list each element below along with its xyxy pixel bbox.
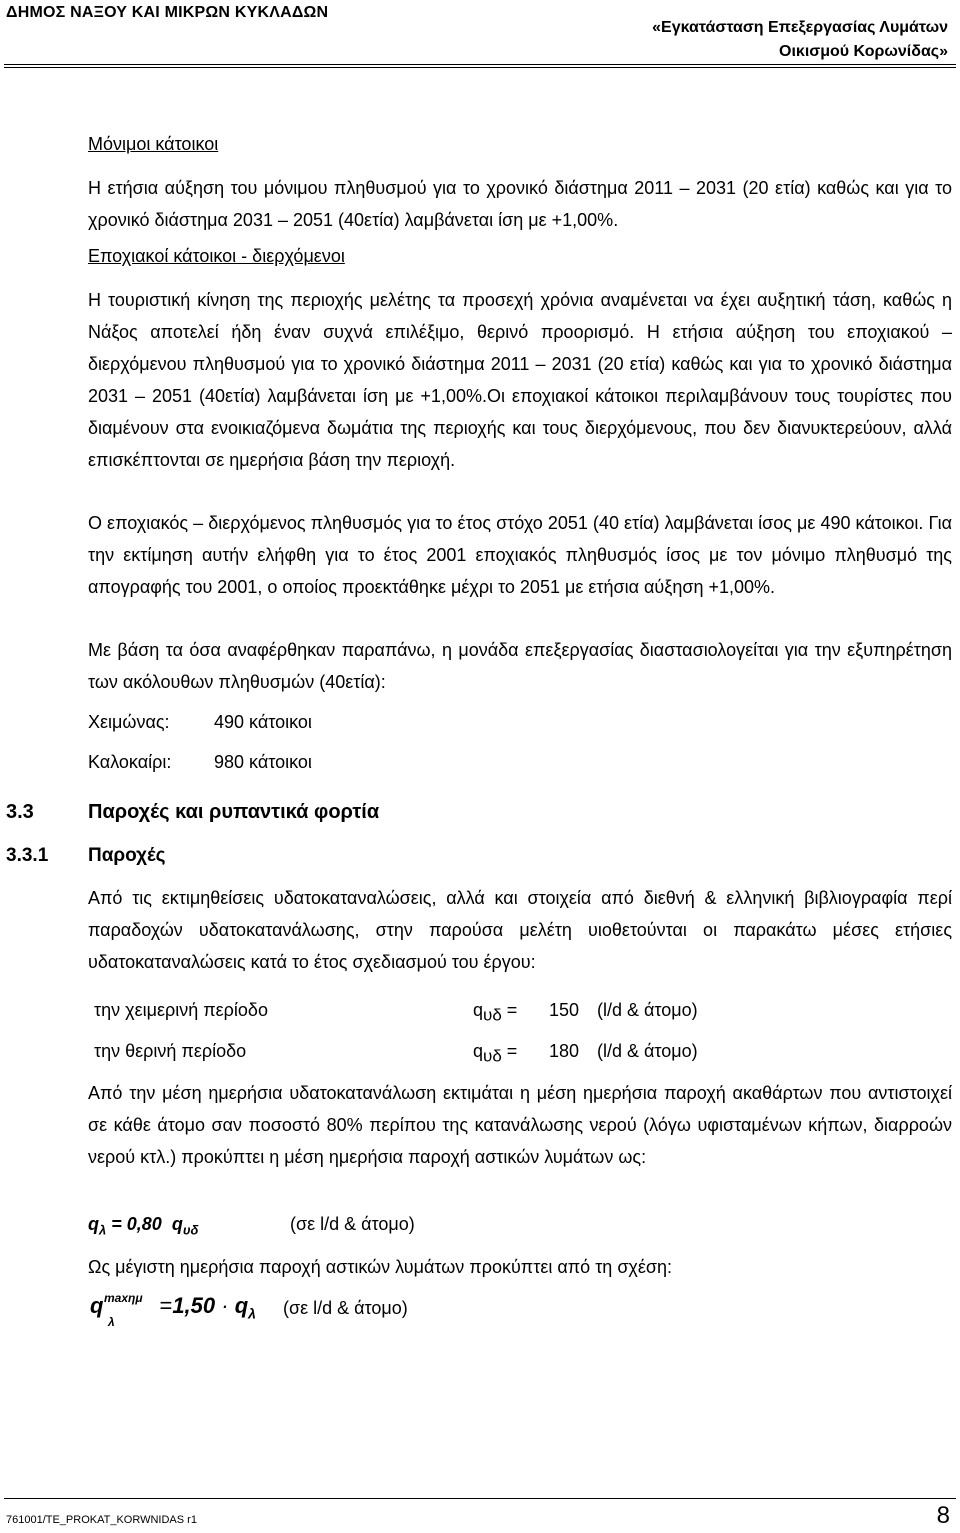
paragraph-max-flow: Ως μέγιστη ημερήσια παροχή αστικών λυμάτων προκύπτει από τη σχέση: — [88, 1257, 673, 1277]
footer-doc-code: 761001/TE_PROKAT_KORWNIDAS r1 — [6, 1514, 197, 1526]
consumption-summer-unit: (l/d & άτομο) — [597, 1041, 698, 1061]
formula-max-flow-unit: (σε l/d & άτομο) — [283, 1298, 408, 1318]
footer-divider — [4, 1498, 956, 1499]
paragraph-wastewater-flow: Από την μέση ημερήσια υδατοκατανάλωση εκτιμάται η μέση ημερήσια παροχή ακαθάρτων που αντιστοιχεί σε κάθε άτομο σαν ποσοστό 80% περίπου της κατανάλωσης νερού (λόγω υφισταμένων κήπων, διαρροών νερού κτλ.) προκύπτει η μέση ημερήσια παροχή αστικών λυμάτων ως: — [88, 1083, 952, 1167]
formula-mean-flow-unit: (σε l/d & άτομο) — [290, 1214, 415, 1234]
formula-mean-flow: $q_\lambda = 0,80$ $q_{\upsilon\delta}$ — [88, 1214, 199, 1238]
consumption-winter-unit: (l/d & άτομο) — [597, 1000, 698, 1020]
paragraph-permanent-growth: Η ετήσια αύξηση του μόνιμου πληθυσμού για το χρονικό διάστημα 2011 – 2031 (20 ετία) καθώς και για το χρονικό διάστημα 2031 – 2051 (40ετία) λαμβάνεται ίση με +1,00%. — [88, 178, 952, 230]
heading-permanent-residents: Μόνιμοι κάτοικοι — [88, 134, 219, 154]
paragraph-seasonal-target: Ο εποχιακός – διερχόμενος πληθυσμός για το έτος στόχο 2051 (40 ετία) λαμβάνεται ίσος με 490 κάτοικοι. Για την εκτίμηση αυτήν ελήφθη για το έτος 2001 εποχιακός πληθυσμός ίσος με τον μόνιμο πληθυσμό της απογραφής του 2001, ο οποίος προεκτάθηκε μέχρι το 2051 με ετήσια αύξηση +1,00%. — [88, 513, 952, 597]
population-winter-label: Χειμώνας: — [88, 712, 170, 732]
consumption-winter-period: την χειμερινή περίοδο — [94, 1000, 268, 1020]
population-winter-value: 490 κάτοικοι — [214, 712, 312, 732]
paragraph-water-consumption: Από τις εκτιμηθείσεις υδατοκαταναλώσεις, αλλά και στοιχεία από διεθνή & ελληνική βιβλιογραφία περί παραδοχών υδατοκατανάλωσης, στην παρούσα μελέτη υιοθετούνται οι παρακάτω μέσες ετήσιες υδατοκαταναλώσεις κατά το έτος σχεδιασμού του έργου: — [88, 888, 952, 972]
section-3-3-title: Παροχές και ρυπαντικά φορτία — [88, 801, 380, 823]
consumption-summer-period: την θερινή περίοδο — [94, 1041, 247, 1061]
header-divider-thin — [4, 67, 956, 68]
header-project-line1: «Εγκατάσταση Επεξεργασίας Λυμάτων — [652, 19, 948, 36]
heading-seasonal-residents: Εποχιακοί κάτοικοι - διερχόμενοι — [88, 246, 345, 266]
formula-max-flow-lhs: q maxημ λ — [90, 1291, 143, 1329]
population-summer-label: Καλοκαίρι: — [88, 752, 172, 772]
consumption-summer-symbol: $q_{\upsilon\delta}$ = — [473, 1041, 518, 1066]
section-3-3-1-title: Παροχές — [88, 845, 166, 866]
consumption-winter-value: 150 — [549, 1000, 580, 1020]
header-organization: ΔΗΜΟΣ ΝΑΞΟΥ ΚΑΙ ΜΙΚΡΩΝ ΚΥΚΛΑΔΩΝ — [6, 4, 329, 21]
paragraph-seasonal-tourism: Η τουριστική κίνηση της περιοχής μελέτης τα προσεχή χρόνια αναμένεται να έχει αυξητική τάση, καθώς η Νάξος αποτελεί ήδη έναν συχνά επιλέξιμο, θερινό προορισμό. Η ετήσια αύξηση του εποχιακού – διερχόμενου πληθυσμού για το χρονικό διάστημα 2011 – 2031 (20 ετία) καθώς και για το χρονικό διάστημα 2031 – 2051 (40ετία) λαμβάνεται ίση με +1,00%.Οι εποχιακοί κάτοικοι περιλαμβάνουν τους τουρίστες που διαμένουν στα ενοικιαζόμενα δωμάτια της περιοχής και τους διερχόμενους, που δεν διανυκτερεύουν, αλλά επισκέπτονται σε ημερήσια βάση την περιοχή. — [88, 290, 952, 470]
consumption-winter-symbol: $q_{\upsilon\delta}$ = — [473, 1000, 518, 1025]
section-3-3-number: 3.3 — [6, 801, 34, 823]
footer-page-number: 8 — [936, 1502, 950, 1529]
header-project-line2: Οικισμού Κορωνίδας» — [779, 43, 948, 60]
header-divider — [4, 64, 956, 65]
header-project-title — [652, 16, 948, 64]
paragraph-design-populations: Με βάση τα όσα αναφέρθηκαν παραπάνω, η μονάδα επεξεργασίας διαστασιολογείται για την εξυπηρέτηση των ακόλουθων πληθυσμών (40ετία): — [88, 640, 952, 692]
population-summer-value: 980 κάτοικοι — [214, 752, 312, 772]
formula-max-flow: q maxημ λ $=1,50 \cdot q_\lambda$ — [90, 1291, 256, 1329]
section-3-3-1-number: 3.3.1 — [6, 845, 49, 866]
consumption-summer-value: 180 — [549, 1041, 580, 1061]
